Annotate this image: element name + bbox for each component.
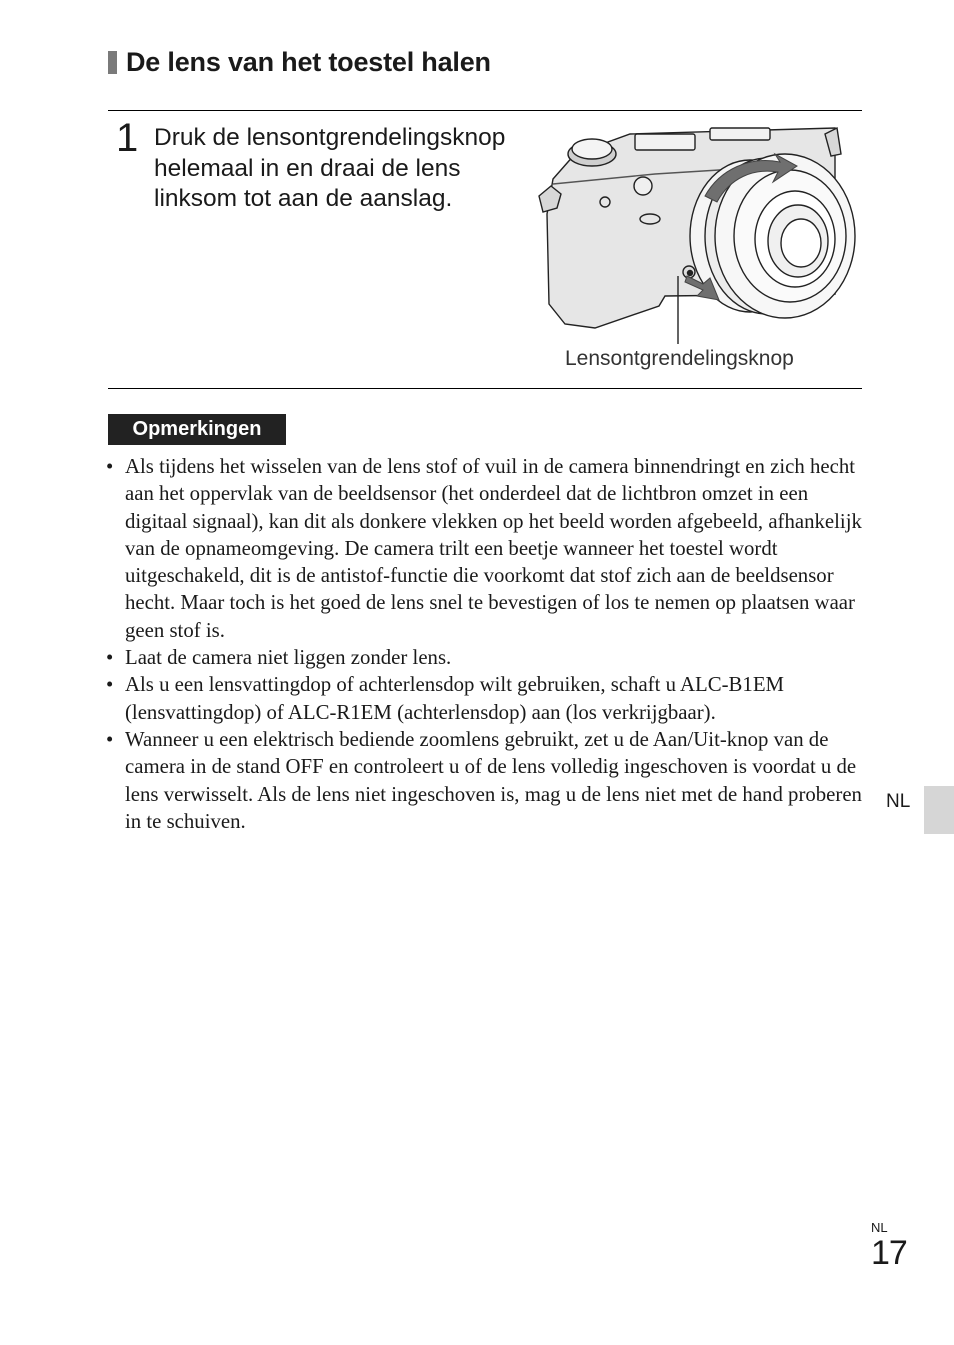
- note-text: Wanneer u een elektrisch bediende zoomlens gebruikt, zet u de Aan/Uit-knop van de camera in de stand OFF en controleert u of de lens volledig ingeschoven is voordat u de lens verwisselt. Als de lens niet ingeschoven is, mag u de lens niet met de hand proberen in te schuiven.: [125, 727, 862, 833]
- note-item: [106, 644, 862, 671]
- section-marker-icon: [108, 51, 117, 74]
- bullet-icon: •: [106, 646, 114, 670]
- divider-top: [108, 110, 862, 111]
- note-item: [106, 671, 862, 726]
- bullet-icon: •: [106, 455, 114, 478]
- divider-bottom: [108, 388, 862, 389]
- section-title-text: De lens van het toestel halen: [126, 47, 491, 77]
- section-title: [108, 47, 491, 78]
- note-text: Laat de camera niet liggen zonder lens.: [125, 646, 452, 670]
- page-language-code: NL: [871, 1220, 888, 1235]
- language-tab-label: NL: [886, 791, 911, 812]
- bullet-icon: •: [106, 727, 114, 751]
- bullet-icon: •: [106, 673, 114, 697]
- illustration-callout-label: Lensontgrendelingsknop: [565, 347, 794, 370]
- notes-list: [106, 453, 862, 835]
- notes-heading: Opmerkingen: [108, 414, 286, 445]
- note-item: [106, 726, 862, 835]
- note-text: Als tijdens het wisselen van de lens stof of vuil in de camera binnendringt en zich hecht aan het oppervlak van de beeldsensor (het onderdeel dat de lichtbron omzet in een digitaal signaal), kan dit als donkere vlekken op het beeld worden afgebeeld, afhankelijk van de opnameomgeving. De camera trilt een beetje wanneer het toestel wordt uitgeschakeld, dit is de antistof-functie die voorkomt dat stof zich aan de beeldsensor hecht. Maar toch is het goed de lens snel te bevestigen of los te nemen op plaatsen waar geen stof is.: [125, 455, 862, 642]
- language-tab-marker: [924, 786, 954, 834]
- note-text: Als u een lensvattingdop of achterlensdop wilt gebruiken, schaft u ALC-B1EM (lensvattingdop) of ALC-R1EM (achterlensdop) aan (los verkrijgbaar).: [125, 673, 785, 724]
- page-number: 17: [871, 1234, 907, 1272]
- step-number: 1: [116, 116, 139, 160]
- step-instruction: Druk de lensontgrendelingsknop helemaal in en draai de lens linksom tot aan de aanslag.: [154, 124, 506, 212]
- note-item: [106, 453, 862, 644]
- camera-lens-removal-illustration: [535, 124, 865, 344]
